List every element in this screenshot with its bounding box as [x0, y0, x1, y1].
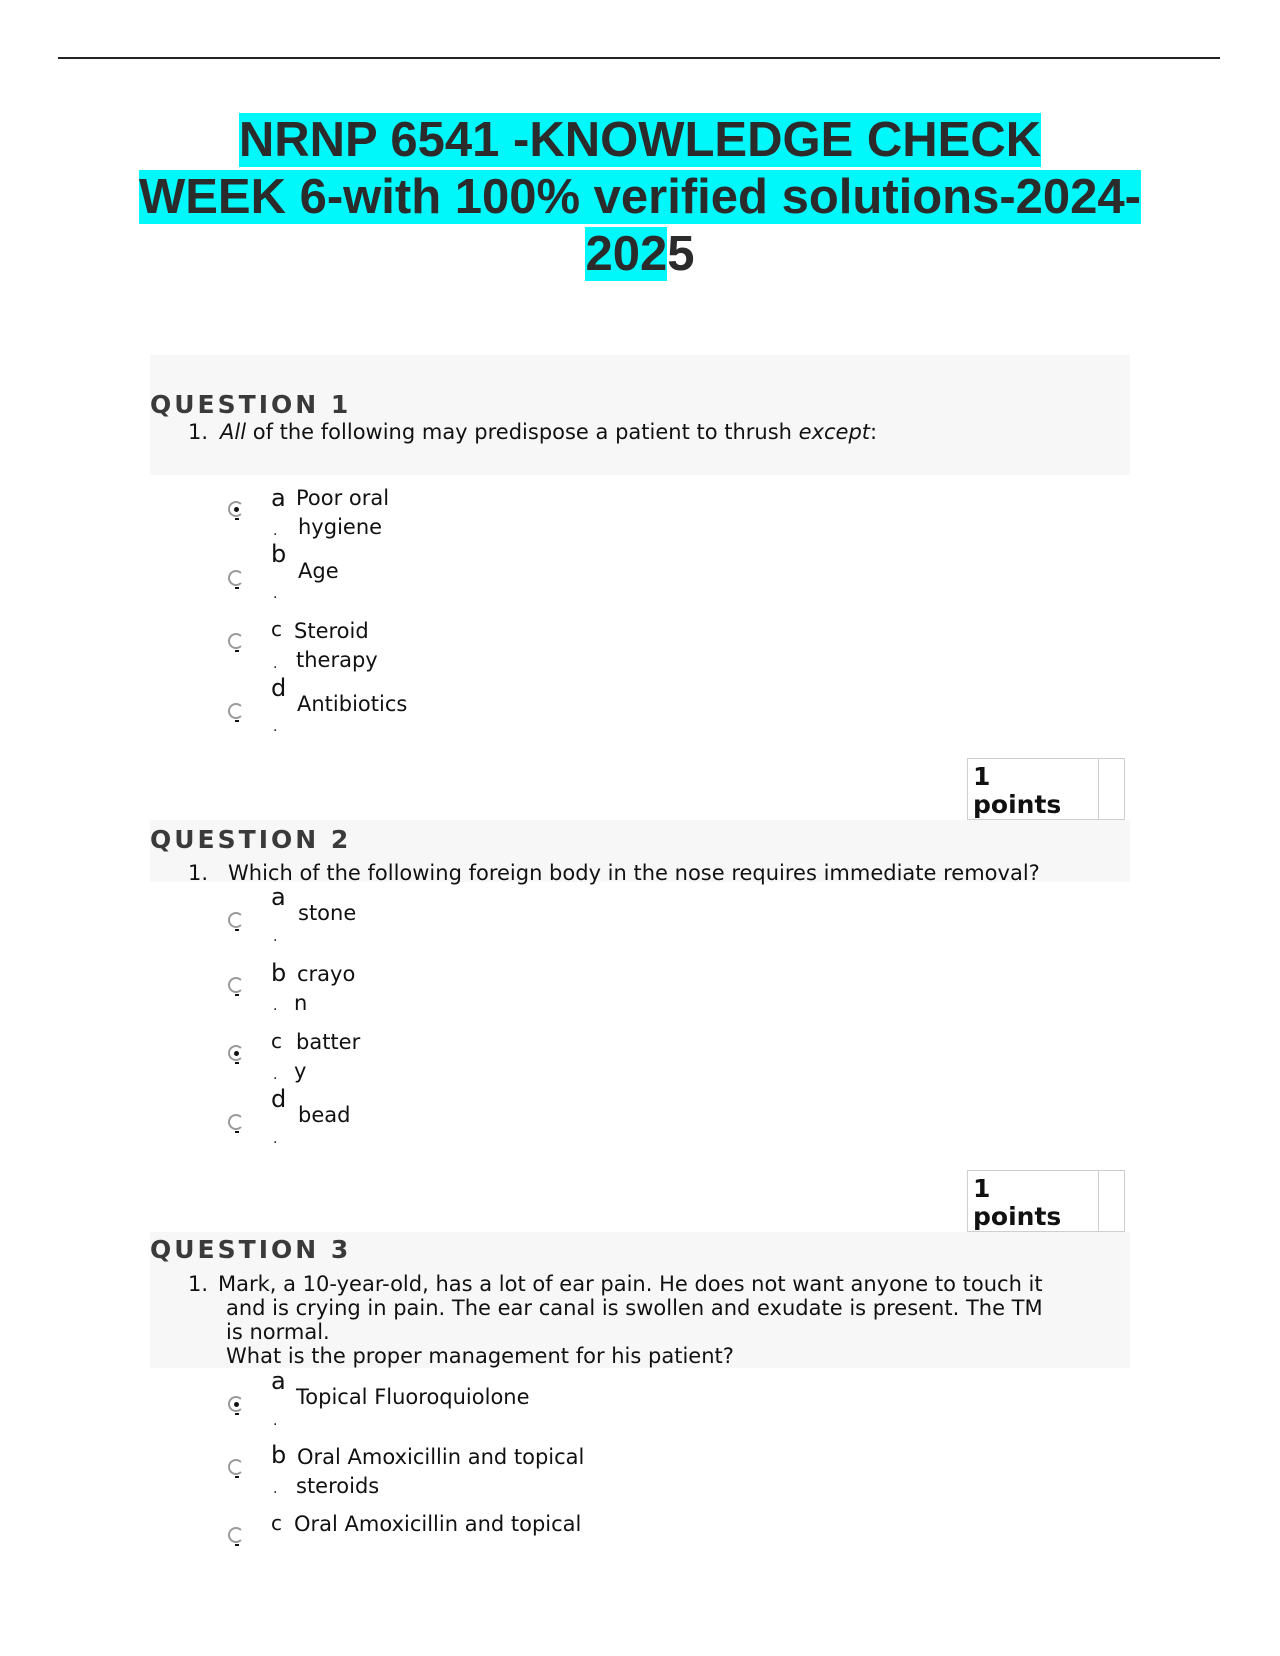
option-letter: b — [271, 1441, 287, 1469]
option-letter: c — [271, 617, 282, 641]
option-dot: . — [273, 929, 278, 945]
points-value: 1 points — [973, 1174, 1062, 1231]
question-2-text-body: Which of the following foreign body in the nose requires immediate removal? — [228, 861, 1040, 885]
radio-button[interactable] — [228, 977, 244, 993]
question-1-text-italic-trail: except — [798, 420, 871, 444]
question-2-points-box — [967, 758, 1125, 820]
radio-button[interactable] — [228, 1459, 244, 1475]
question-3-title: QUESTION 3 — [150, 1235, 352, 1264]
option-text: bead — [298, 1103, 351, 1127]
option-letter: a — [271, 883, 286, 911]
option-text-line2: therapy — [296, 648, 378, 672]
radio-button[interactable] — [228, 570, 244, 586]
question-3-points-box — [967, 1170, 1125, 1232]
option-dot: . — [273, 656, 278, 672]
question-3-text-line4: What is the proper management for his patient? — [226, 1344, 734, 1368]
radio-button[interactable] — [228, 703, 244, 719]
radio-button[interactable] — [228, 1396, 244, 1412]
question-2-text — [188, 861, 1040, 885]
question-1-text-end: : — [870, 420, 878, 444]
option-text: Poor oral — [296, 486, 390, 510]
radio-button[interactable] — [228, 1045, 244, 1061]
option-text: Oral Amoxicillin and topical — [294, 1512, 582, 1536]
option-dot: . — [273, 1481, 278, 1497]
radio-button[interactable] — [228, 501, 244, 517]
points-value: 1 points — [973, 762, 1062, 819]
question-3-number: 1. — [188, 1272, 209, 1296]
question-1-number: 1. — [188, 420, 209, 444]
points-divider — [1098, 1171, 1099, 1231]
option-text: Topical Fluoroquiolone — [296, 1385, 530, 1409]
option-dot: . — [273, 1067, 278, 1083]
option-text: Antibiotics — [297, 692, 408, 716]
option-text: stone — [298, 901, 357, 925]
option-letter: b — [271, 959, 287, 987]
option-dot: . — [273, 998, 278, 1014]
option-text-line2: n — [294, 991, 308, 1015]
radio-button[interactable] — [228, 1114, 244, 1130]
option-dot: . — [273, 1131, 278, 1147]
question-2-title: QUESTION 2 — [150, 825, 352, 854]
option-text-line2: hygiene — [298, 515, 383, 539]
title-line-2: WEEK 6-with 100% verified solutions-2024- — [138, 170, 1142, 224]
question-3-text-line2: and is crying in pain. The ear canal is swollen and exudate is present. The TM — [226, 1296, 1043, 1320]
question-3-text-line3: is normal. — [226, 1320, 330, 1344]
option-text: Steroid — [294, 619, 369, 643]
option-letter: a — [271, 484, 286, 512]
radio-button[interactable] — [228, 633, 244, 649]
question-1-text-italic-lead: All — [220, 420, 247, 444]
option-letter: b — [271, 540, 287, 568]
question-3-text-line1: Mark, a 10-year-old, has a lot of ear pain. He does not want anyone to touch it — [218, 1272, 1043, 1296]
option-text-line2: steroids — [296, 1474, 380, 1498]
option-text-line2: y — [294, 1059, 307, 1083]
radio-button[interactable] — [228, 1527, 244, 1543]
option-letter: d — [271, 1085, 287, 1113]
option-dot: . — [273, 719, 278, 735]
option-letter: c — [271, 1511, 282, 1535]
option-dot: . — [273, 1413, 278, 1429]
option-letter: c — [271, 1029, 282, 1053]
option-letter: a — [271, 1367, 286, 1395]
option-text: crayo — [297, 962, 356, 986]
title-line-3-highlighted: 202 — [585, 227, 668, 281]
question-3-text — [188, 1272, 1128, 1368]
radio-button[interactable] — [228, 912, 244, 928]
option-letter: d — [271, 674, 287, 702]
question-1-title: QUESTION 1 — [150, 390, 352, 419]
document-title — [100, 112, 1180, 283]
points-divider — [1098, 759, 1099, 819]
title-line-1: NRNP 6541 -KNOWLEDGE CHECK — [238, 113, 1042, 167]
option-text: Age — [298, 559, 339, 583]
option-dot: . — [273, 586, 278, 602]
question-2-number: 1. — [188, 861, 209, 885]
header-rule — [58, 57, 1220, 59]
option-dot: . — [273, 523, 278, 539]
option-text: Oral Amoxicillin and topical — [297, 1445, 585, 1469]
question-1-text-middle: of the following may predispose a patient to thrush — [246, 420, 799, 444]
title-line-3-rest: 5 — [667, 227, 695, 281]
question-1-text — [188, 420, 877, 444]
option-text: batter — [296, 1030, 361, 1054]
